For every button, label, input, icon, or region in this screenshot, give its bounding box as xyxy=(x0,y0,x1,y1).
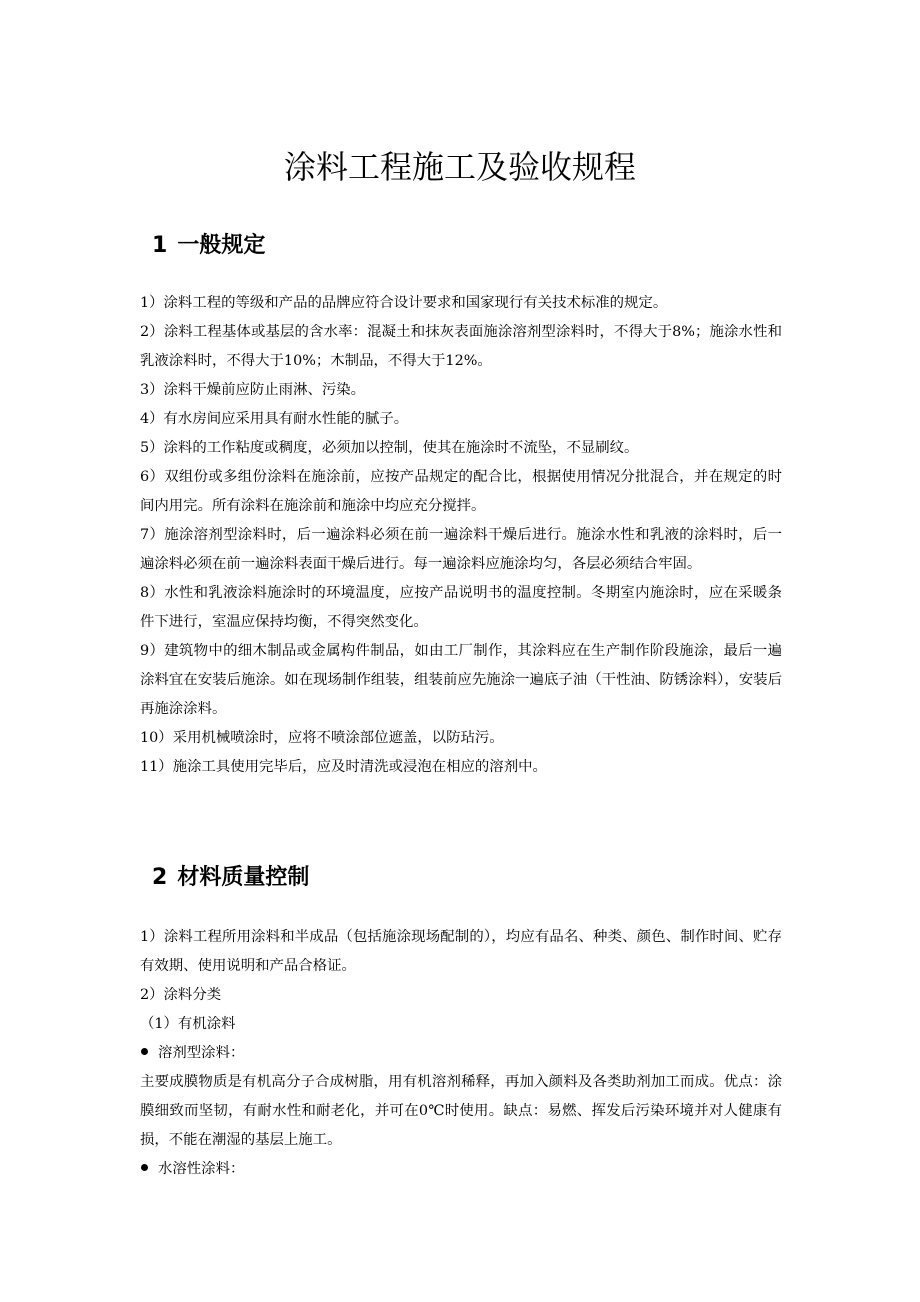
section-title: 一般规定 xyxy=(177,233,266,258)
bullet-label: 水溶性涂料： xyxy=(158,1161,245,1177)
paragraph: 10）采用机械喷涂时，应将不喷涂部位遮盖，以防玷污。 xyxy=(140,730,504,746)
paragraph: （1）有机涂料 xyxy=(140,1016,236,1032)
section-2-body xyxy=(140,923,782,1184)
bullet-icon xyxy=(141,1048,148,1055)
paragraph: 1）涂料工程的等级和产品的品牌应符合设计要求和国家现行有关技术标准的规定。 xyxy=(140,295,668,311)
section-title: 材料质量控制 xyxy=(177,865,310,890)
document-title: 涂料工程施工及验收规程 xyxy=(283,148,636,186)
paragraph: 9）建筑物中的细木制品或金属构件制品，如由工厂制作，其涂料应在生产制作阶段施涂，最后一遍涂料宜在安装后施涂。如在现场制作组装，组装前应先施涂一遍底子油（干性油、防锈涂料），安装后再施涂涂料。 xyxy=(140,643,782,717)
section-1-body xyxy=(140,289,782,782)
paragraph: 6）双组份或多组份涂料在施涂前，应按产品规定的配合比，根据使用情况分批混合，并在规定的时间内用完。所有涂料在施涂前和施涂中均应充分搅拌。 xyxy=(140,469,782,514)
section-2-heading xyxy=(152,860,309,896)
paragraph: 2）涂料分类 xyxy=(140,987,222,1003)
paragraph: 11）施涂工具使用完毕后，应及时清洗或浸泡在相应的溶剂中。 xyxy=(140,759,547,775)
section-number: 1 xyxy=(152,233,168,258)
paragraph: 2）涂料工程基体或基层的含水率：混凝土和抹灰表面施涂溶剂型涂料时，不得大于8%；施涂水性和乳液涂料时，不得大于10%；木制品，不得大于12%。 xyxy=(140,324,782,369)
paragraph: 4）有水房间应采用具有耐水性能的腻子。 xyxy=(140,411,409,427)
paragraph: 5）涂料的工作粘度或稠度，必须加以控制，使其在施涂时不流坠，不显刷纹。 xyxy=(140,440,639,456)
paragraph: 1）涂料工程所用涂料和半成品（包括施涂现场配制的），均应有品名、种类、颜色、制作时间、贮存有效期、使用说明和产品合格证。 xyxy=(140,929,782,974)
bullet-item xyxy=(140,1155,782,1184)
paragraph: 7）施涂溶剂型涂料时，后一遍涂料必须在前一遍涂料干燥后进行。施涂水性和乳液的涂料时，后一遍涂料必须在前一遍涂料表面干燥后进行。每一遍涂料应施涂均匀，各层必须结合牢固。 xyxy=(140,527,782,572)
bullet-label: 溶剂型涂料： xyxy=(158,1045,245,1061)
paragraph: 8）水性和乳液涂料施涂时的环境温度，应按产品说明书的温度控制。冬期室内施涂时，应在采暖条件下进行，室温应保持均衡，不得突然变化。 xyxy=(140,585,782,630)
paragraph: 3）涂料干燥前应防止雨淋、污染。 xyxy=(140,382,366,398)
bullet-icon xyxy=(141,1164,148,1171)
section-1-heading xyxy=(152,228,265,264)
paragraph: 主要成膜物质是有机高分子合成树脂，用有机溶剂稀释，再加入颜料及各类助剂加工而成。优点：涂膜细致而坚韧，有耐水性和耐老化，并可在0℃时使用。缺点：易燃、挥发后污染环境并对人健康有损，不能在潮湿的基层上施工。 xyxy=(140,1074,782,1148)
section-number: 2 xyxy=(152,865,168,890)
bullet-item xyxy=(140,1039,782,1068)
